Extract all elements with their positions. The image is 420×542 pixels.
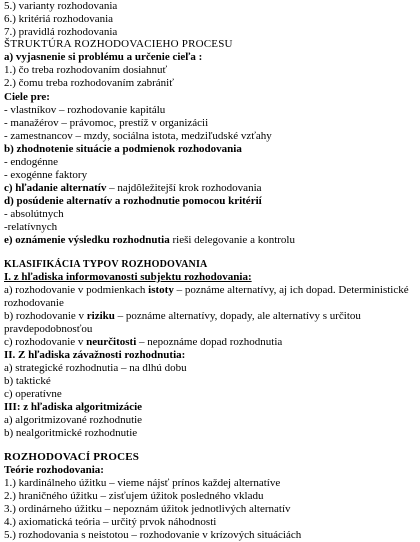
- theories-heading: Teórie rozhodovania:: [4, 464, 104, 476]
- section-heading-process: ROZHODOVACÍ PROCES: [4, 451, 140, 463]
- list-item: a) algoritmizované rozhodnutie: [4, 414, 143, 426]
- list-item: 3.) ordinárneho úžitku – nepoznám úžitok jednotlivých alternatív: [4, 503, 291, 515]
- subsection-heading-algorithmization: III: z hľadiska algoritmizácie: [4, 401, 143, 413]
- text-fragment: – nepoznáme dopad rozhodnutia: [136, 336, 283, 348]
- step-c-text: – najdôležitejší krok rozhodovania: [106, 182, 262, 194]
- emphasis: riziku: [86, 310, 115, 322]
- list-item-continuation: rozhodovanie: [4, 297, 64, 309]
- text-fragment: – poznáme alternatívy, aj ich dopad. Deterministické: [173, 284, 409, 296]
- list-item: 2.) hraničného úžitku – zisťujem úžitok posledného vkladu: [4, 490, 264, 502]
- step-c-line: [4, 182, 420, 195]
- list-item: [4, 310, 420, 323]
- list-item: 4.) axiomatická teória – určitý prvok náhodnosti: [4, 516, 217, 528]
- text-fragment: – poznáme alternatívy, dopady, ale alternatívy s určitou: [114, 310, 361, 322]
- list-item: - exogénne faktory: [4, 169, 88, 181]
- step-a-heading: a) vyjasnenie si problému a určenie cieľa :: [4, 51, 203, 63]
- section-heading-structure: ŠTRUKTÚRA ROZHODOVACIEHO PROCESU: [4, 38, 233, 50]
- list-item: - manažérov – právomoc, prestíž v organizácii: [4, 117, 209, 129]
- step-d-heading: d) posúdenie alternatív a rozhodnutie pomocou kritérií: [4, 195, 262, 207]
- step-e-heading: e) oznámenie výsledku rozhodnutia: [4, 234, 170, 246]
- list-item: 2.) čomu treba rozhodovaním zabrániť: [4, 77, 174, 89]
- list-item: a) strategické rozhodnutia – na dlhú dobu: [4, 362, 187, 374]
- list-item: [4, 336, 420, 349]
- list-item: - vlastníkov – rozhodovanie kapitálu: [4, 104, 166, 116]
- step-c-heading: c) hľadanie alternatív: [4, 182, 107, 194]
- list-item: b) taktické: [4, 375, 51, 387]
- list-item: - endogénne: [4, 156, 59, 168]
- subsection-heading-severity: II. Z hľadiska závažnosti rozhodnutia:: [4, 349, 186, 361]
- list-item: 1.) čo treba rozhodovaním dosiahnuť: [4, 64, 168, 76]
- subsection-heading-information: I. z hľadiska informovanosti subjektu rozhodovania:: [4, 271, 252, 283]
- list-item: 6.) kritériá rozhodovania: [4, 13, 114, 25]
- text-fragment: b) rozhodovanie v: [4, 310, 87, 322]
- section-heading-classification: KLASIFIKÁCIA TYPOV ROZHODOVANIA: [4, 259, 208, 270]
- list-item: -relatívnych: [4, 221, 58, 233]
- goals-heading: Ciele pre:: [4, 91, 50, 103]
- step-e-text: rieši delegovanie a kontrolu: [169, 234, 295, 246]
- list-item: - zamestnancov – mzdy, sociálna istota, medziľudské vzťahy: [4, 130, 272, 142]
- list-item: - absolútnych: [4, 208, 64, 220]
- list-item: 7.) pravidlá rozhodovania: [4, 26, 118, 38]
- emphasis: istoty: [148, 284, 174, 296]
- list-item: 1.) kardinálneho úžitku – vieme nájsť prínos každej alternatíve: [4, 477, 281, 489]
- list-item: b) nealgoritmické rozhodnutie: [4, 427, 138, 439]
- list-item: 5.) varianty rozhodovania: [4, 0, 118, 12]
- list-item: 5.) rozhodovania s neistotou – rozhodovanie v krízových situáciách: [4, 529, 302, 541]
- step-e-line: [4, 234, 420, 247]
- text-fragment: a) rozhodovanie v podmienkach: [4, 284, 149, 296]
- list-item: [4, 284, 420, 297]
- emphasis: neurčitosti: [86, 336, 137, 348]
- text-fragment: c) rozhodovanie v: [4, 336, 87, 348]
- step-b-heading: b) zhodnotenie situácie a podmienok rozhodovania: [4, 143, 242, 155]
- list-item-continuation: pravdepodobnosťou: [4, 323, 93, 335]
- list-item: c) operatívne: [4, 388, 62, 400]
